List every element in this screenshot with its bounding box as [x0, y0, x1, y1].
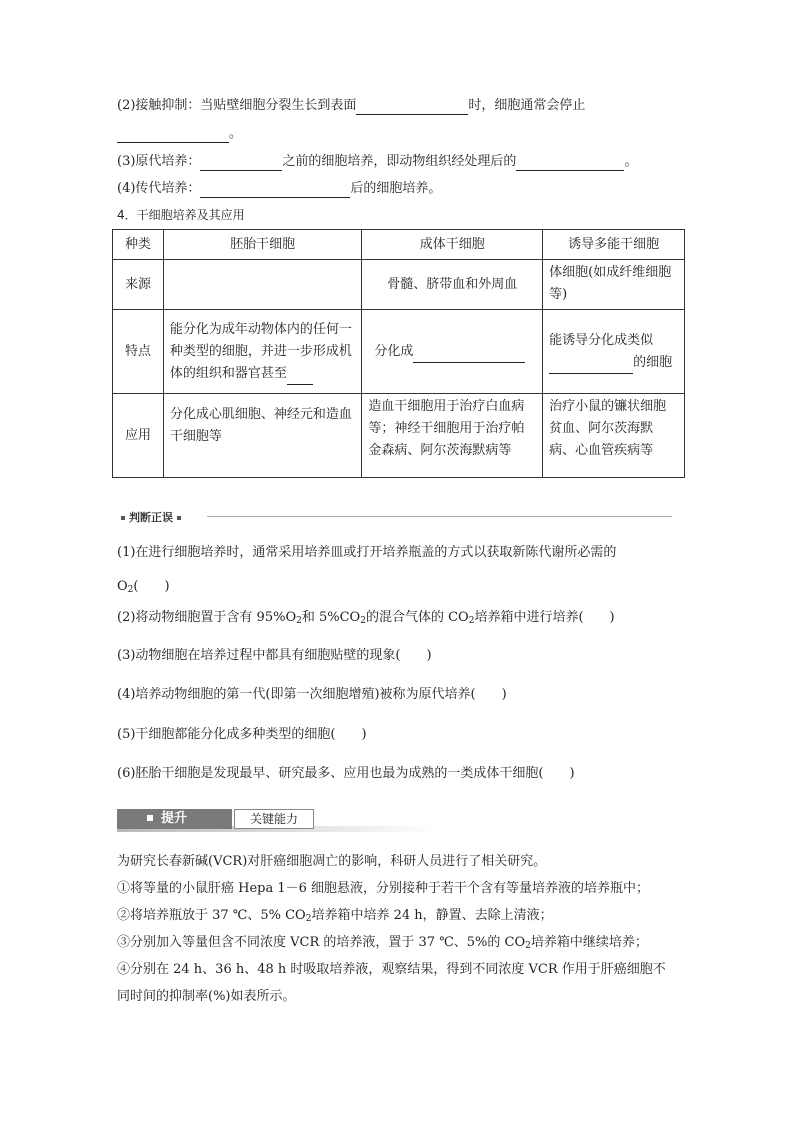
- judge-item: [117, 765, 575, 783]
- judge-item: [117, 609, 615, 627]
- table-header-row: [113, 230, 685, 260]
- table-header: 诱导多能干细胞: [543, 230, 685, 260]
- item-contact-inhibition: [117, 97, 585, 115]
- research-step-cont: [117, 988, 296, 1006]
- item-passage-culture: [117, 180, 441, 198]
- square-bullet-icon: [147, 815, 153, 821]
- subscript: 2: [468, 616, 475, 626]
- paragraph-text: ③分别加入等量但含不同浓度 VCR 的培养液，置于 37 ℃、5%的 CO: [117, 935, 526, 950]
- banner-title: 关键能力: [234, 809, 314, 829]
- judge-text: (2)将动物细胞置于含有 95%O: [117, 610, 297, 625]
- square-bullet-icon: [121, 516, 125, 520]
- judge-text: (5)干细胞都能分化成多种类型的细胞( ): [117, 727, 367, 742]
- research-intro: [117, 853, 546, 871]
- item-contact-inhibition-cont: [117, 125, 242, 143]
- judge-item: [117, 544, 616, 562]
- paragraph-text: 培养箱中继续培养；: [530, 935, 648, 950]
- square-bullet-icon: [177, 516, 181, 520]
- divider: [207, 516, 672, 517]
- judge-text: (1)在进行细胞培养时，通常采用培养皿或打开培养瓶盖的方式以获取新陈代谢所必需的: [117, 545, 617, 560]
- item-text: 时，细胞通常会停止: [468, 98, 586, 113]
- answer-blank[interactable]: [516, 156, 624, 171]
- paragraph-text: 为研究长春新碱(VCR)对肝癌细胞凋亡的影响，科研人员进行了相关研究。: [117, 854, 547, 869]
- table-cell-empty[interactable]: [163, 260, 361, 310]
- item-text: (4)传代培养：: [117, 181, 201, 196]
- judge-item: [117, 647, 432, 665]
- table-cell: [163, 310, 361, 394]
- judge-text: 的混合气体的 CO: [365, 610, 469, 625]
- judge-text: 和 5%CO: [301, 610, 361, 625]
- research-step: [117, 961, 666, 979]
- answer-blank[interactable]: [200, 156, 282, 171]
- paragraph-text: ②将培养瓶放于 37 ℃、5% CO: [117, 908, 306, 923]
- row-label: 应用: [113, 394, 164, 478]
- table-header: 成体干细胞: [362, 230, 543, 260]
- item-text: 后的细胞培养。: [350, 181, 442, 196]
- judge-text: 培养箱中进行培养( ): [474, 610, 615, 625]
- research-step: [117, 880, 649, 898]
- subscript: 2: [360, 616, 366, 626]
- table-row: [113, 310, 685, 394]
- answer-blank[interactable]: [117, 128, 229, 143]
- section-title-text: 4．干细胞培养及其应用: [117, 208, 245, 222]
- judge-section-header: [117, 509, 672, 523]
- judge-text: (6)胚胎干细胞是发现最早、研究最多、应用也最为成熟的一类成体干细胞( ): [117, 766, 575, 781]
- judge-text: O: [117, 579, 128, 594]
- table-cell: 治疗小鼠的镰状细胞贫血、阿尔茨海默病、心血管疾病等: [543, 394, 685, 478]
- table-row: [113, 260, 685, 310]
- cell-text: 能诱导分化成类似: [549, 332, 654, 348]
- subscript: 2: [525, 941, 531, 951]
- table-cell: [362, 310, 543, 394]
- table-header: 胚胎干细胞: [163, 230, 361, 260]
- subscript: 2: [305, 914, 312, 924]
- subscript: 2: [296, 616, 302, 626]
- banner-tag: [117, 809, 232, 829]
- table-header: 种类: [113, 230, 164, 260]
- item-primary-culture: [117, 153, 637, 171]
- banner-tag-text: 提升: [161, 811, 188, 826]
- paragraph-text: ④分别在 24 h、36 h、48 h 时吸取培养液，观察结果，得到不同浓度 VCR 作用于肝癌细胞不: [117, 962, 666, 977]
- subscript: 2: [127, 585, 134, 595]
- paragraph-text: ①将等量的小鼠肝癌 Hepa 1－6 细胞悬液，分别接种于若干个含有等量培养液的培养瓶中；: [117, 881, 650, 896]
- section-banner: [117, 808, 437, 832]
- answer-blank[interactable]: [413, 348, 525, 363]
- answer-blank[interactable]: [200, 183, 350, 198]
- item-text: (3)原代培养：: [117, 154, 201, 169]
- judge-item-cont: [117, 578, 170, 596]
- judge-label-text: 判断正误: [129, 511, 173, 524]
- section-title: [117, 206, 245, 224]
- judge-label: [117, 509, 185, 525]
- table-cell: [543, 310, 685, 394]
- table-cell: 造血干细胞用于治疗白血病等；神经干细胞用于治疗帕金森病、阿尔茨海默病等: [362, 394, 543, 478]
- item-text: 。: [624, 154, 638, 169]
- answer-blank[interactable]: [356, 100, 468, 115]
- judge-text: (3)动物细胞在培养过程中都具有细胞贴壁的现象( ): [117, 648, 432, 663]
- cell-text: 的细胞: [633, 354, 673, 370]
- table-cell: 体细胞(如成纤维细胞等): [543, 260, 685, 310]
- row-label: 特点: [113, 310, 164, 394]
- table-cell: 分化成心肌细胞、神经元和造血干细胞等: [163, 394, 361, 478]
- judge-item: [117, 686, 507, 704]
- paragraph-text: 同时间的抑制率(%)如表所示。: [117, 989, 296, 1004]
- research-step: [117, 907, 553, 925]
- cell-text: 能分化为成年动物体内的任何一种类型的细胞，并进一步形成机体的组织和器官甚至: [169, 321, 352, 381]
- item-text: 。: [229, 126, 243, 141]
- table-cell: 骨髓、脐带血和外周血: [362, 260, 543, 310]
- cell-text: 分化成: [374, 343, 414, 359]
- stem-cell-table: [112, 229, 685, 478]
- item-text: 之前的细胞培养，即动物组织经处理后的: [282, 154, 517, 169]
- row-label: 来源: [113, 260, 164, 310]
- answer-parentheses[interactable]: ( ): [133, 579, 170, 594]
- table-row: [113, 394, 685, 478]
- answer-blank[interactable]: [549, 359, 633, 374]
- research-step: [117, 934, 648, 952]
- answer-blank[interactable]: [287, 370, 313, 385]
- judge-item: [117, 726, 367, 744]
- item-text: (2)接触抑制：当贴壁细胞分裂生长到表面: [117, 98, 357, 113]
- paragraph-text: 培养箱中培养 24 h，静置、去除上清液；: [311, 908, 553, 923]
- judge-text: (4)培养动物细胞的第一代(即第一次细胞增殖)被称为原代培养( ): [117, 687, 507, 702]
